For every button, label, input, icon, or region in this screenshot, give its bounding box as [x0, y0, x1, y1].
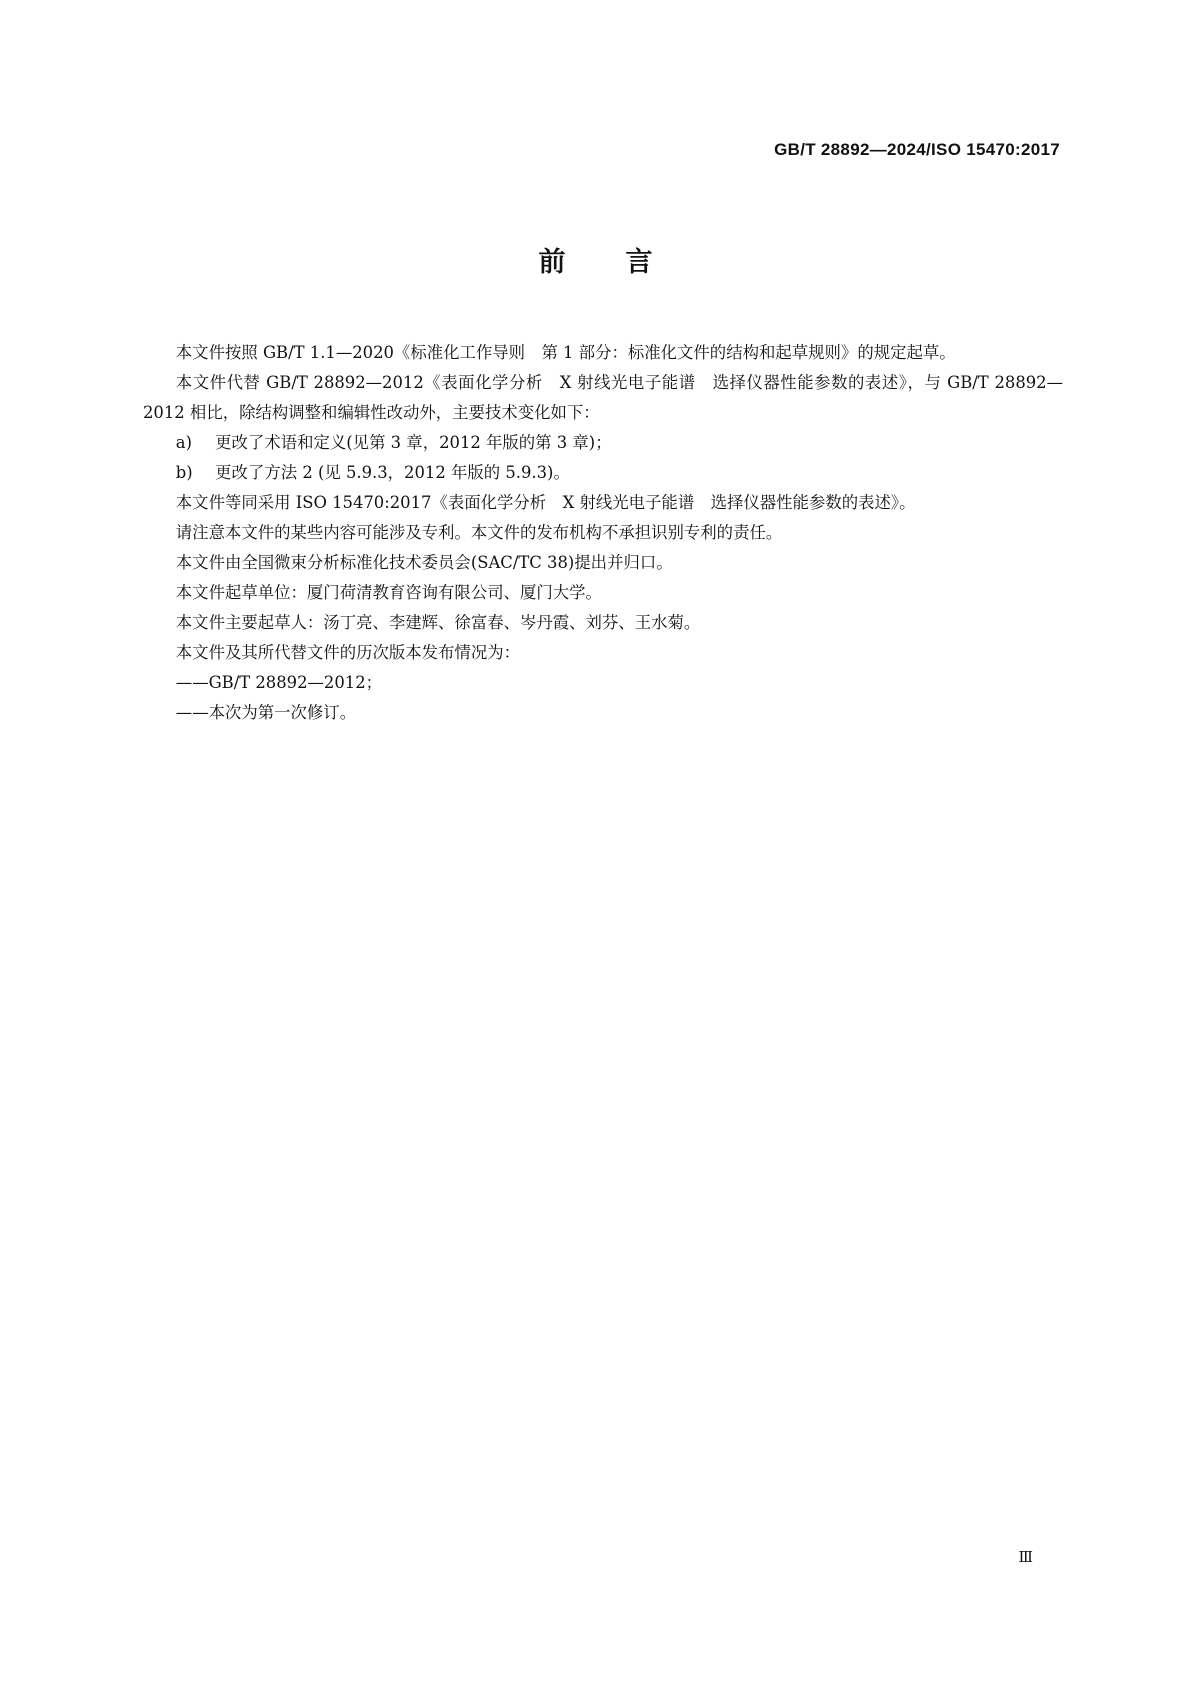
- page-title: 前言: [538, 247, 713, 278]
- paragraph-drafting-rules: 本文件按照 GB/T 1.1—2020《标准化工作导则 第 1 部分：标准化文件的结构和起草规则》的规定起草。: [175, 343, 956, 362]
- change-item-marker: b): [175, 463, 193, 482]
- paragraph-patent-notice: 请注意本文件的某些内容可能涉及专利。本文件的发布机构不承担识别专利的责任。: [175, 523, 783, 542]
- paragraph-drafters: 本文件主要起草人：汤丁亮、李建辉、徐富春、岑丹霞、刘芬、王水菊。: [175, 613, 701, 632]
- history-item: ——GB/T 28892—2012；: [175, 673, 383, 692]
- paragraph-history-intro: 本文件及其所代替文件的历次版本发布情况为：: [175, 643, 520, 662]
- change-item-b: [143, 458, 1063, 488]
- preface-body: [143, 338, 1063, 728]
- document-code: GB/T 28892—2024/ISO 15470:2017: [774, 140, 1060, 159]
- change-item-text: 更改了方法 2 (见 5.9.3，2012 年版的 5.9.3)。: [215, 463, 570, 482]
- paragraph-replacement: 本文件代替 GB/T 28892—2012《表面化学分析 X 射线光电子能谱 选择仪器性能参数的表述》，与 GB/T 28892—2012 相比，除结构调整和编辑性改动外，主要技术变化如下：: [143, 373, 1063, 422]
- change-item-a: [143, 428, 1063, 458]
- paragraph-adoption: 本文件等同采用 ISO 15470:2017《表面化学分析 X 射线光电子能谱 选择仪器性能参数的表述》。: [175, 493, 916, 512]
- change-item-text: 更改了术语和定义(见第 3 章，2012 年版的第 3 章)；: [215, 433, 612, 452]
- change-item-marker: a): [175, 433, 192, 452]
- history-item: ——本次为第一次修订。: [175, 703, 357, 722]
- paragraph-drafting-units: 本文件起草单位：厦门荷清教育咨询有限公司、厦门大学。: [175, 583, 602, 602]
- paragraph-proposer: 本文件由全国微束分析标准化技术委员会(SAC/TC 38)提出并归口。: [175, 553, 673, 572]
- page-number: Ⅲ: [1018, 1548, 1033, 1566]
